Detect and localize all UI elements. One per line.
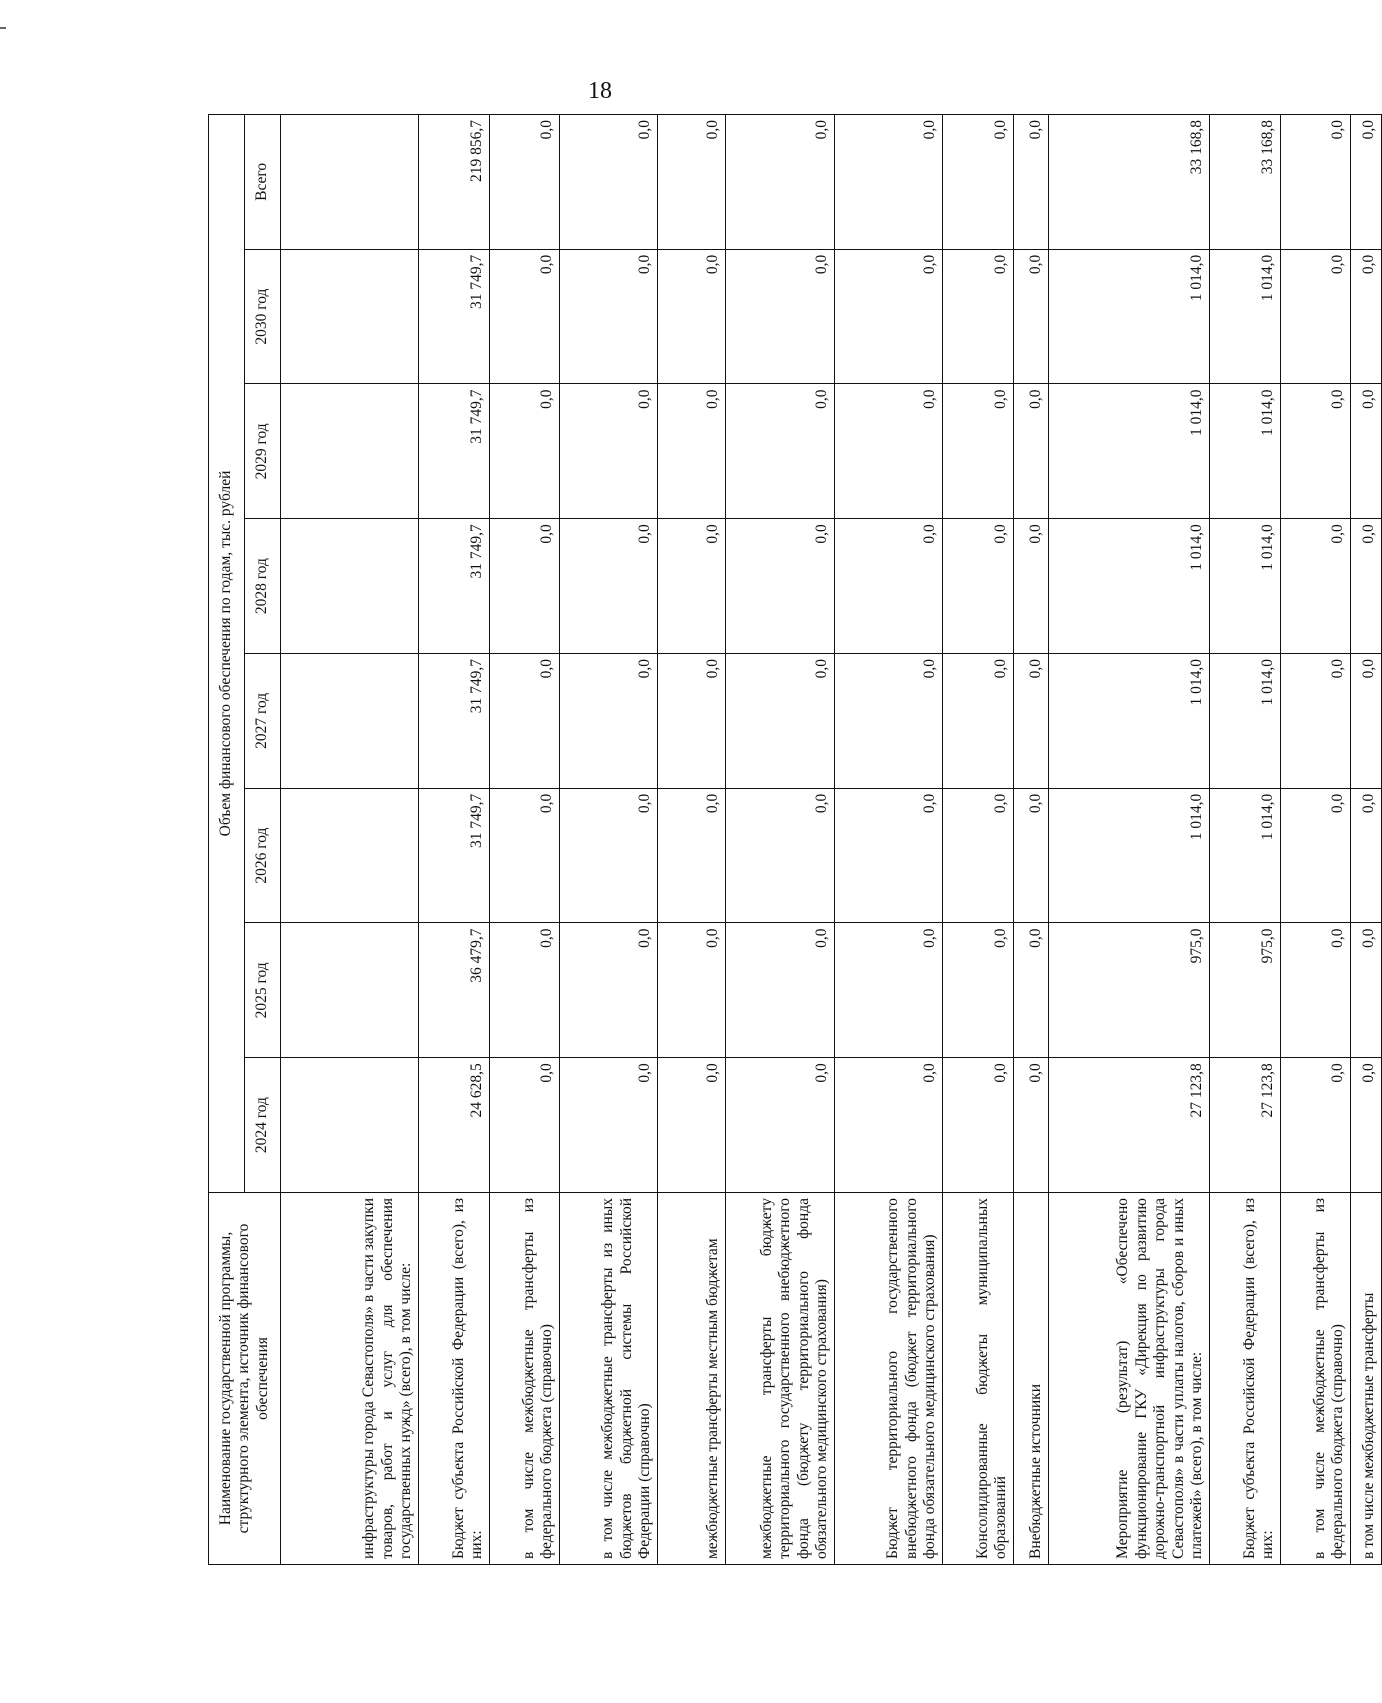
row-value-cell: 0,0 [835, 923, 943, 1058]
row-total-cell: 33 168,8 [1210, 115, 1281, 250]
row-value-cell: 1 014,0 [1049, 654, 1210, 789]
row-value-cell: 0,0 [835, 519, 943, 654]
row-value-cell: 0,0 [1014, 384, 1049, 519]
row-value-cell: 0,0 [943, 249, 1014, 384]
row-total-cell: 0,0 [490, 115, 560, 250]
row-value-cell: 0,0 [560, 923, 658, 1058]
row-value-cell: 36 479,7 [419, 923, 490, 1058]
row-value-cell: 0,0 [1351, 788, 1382, 923]
row-value-cell: 0,0 [1014, 1058, 1049, 1193]
row-value-cell: 31 749,7 [419, 249, 490, 384]
row-value-cell [281, 249, 419, 384]
row-value-cell: 1 014,0 [1049, 249, 1210, 384]
row-value-cell: 0,0 [726, 519, 835, 654]
table-row [419, 115, 490, 1565]
table-row [835, 115, 943, 1565]
header-year: 2025 год [245, 923, 281, 1058]
row-value-cell: 1 014,0 [1210, 788, 1281, 923]
row-value-cell: 0,0 [658, 1058, 726, 1193]
rotated-table-container [208, 115, 1378, 1565]
row-value-cell: 0,0 [726, 788, 835, 923]
row-total-cell: 0,0 [1281, 115, 1351, 250]
row-value-cell: 24 628,5 [419, 1058, 490, 1193]
row-value-cell: 0,0 [490, 923, 560, 1058]
scan-mark [0, 27, 6, 29]
header-total: Всего [245, 115, 281, 250]
row-value-cell: 0,0 [943, 654, 1014, 789]
row-value-cell: 0,0 [1351, 654, 1382, 789]
row-value-cell: 0,0 [560, 654, 658, 789]
header-year: 2029 год [245, 384, 281, 519]
row-value-cell: 0,0 [1351, 923, 1382, 1058]
table-row [1014, 115, 1049, 1565]
row-value-cell: 0,0 [726, 249, 835, 384]
row-total-cell: 0,0 [943, 115, 1014, 250]
table-row [1210, 115, 1281, 1565]
row-value-cell: 0,0 [1281, 384, 1351, 519]
row-name-cell: в том числе межбюджетные трансферты из иных бюджетов бюджетной системы Российской Федерации (справочно) [560, 1193, 658, 1565]
row-value-cell: 0,0 [726, 923, 835, 1058]
header-year: 2026 год [245, 788, 281, 923]
header-volume-group: Объем финансового обеспечения по годам, тыс. рублей [209, 115, 245, 1193]
row-value-cell: 0,0 [835, 654, 943, 789]
table-row [943, 115, 1014, 1565]
row-name-cell: в том числе межбюджетные трансферты из федерального бюджета (справочно) [490, 1193, 560, 1565]
row-value-cell: 0,0 [1281, 654, 1351, 789]
row-value-cell: 1 014,0 [1210, 519, 1281, 654]
row-value-cell: 0,0 [1014, 788, 1049, 923]
row-name-cell: Бюджет субъекта Российской Федерации (всего), из них: [1210, 1193, 1281, 1565]
row-value-cell: 1 014,0 [1049, 384, 1210, 519]
row-total-cell [281, 115, 419, 250]
row-value-cell [281, 384, 419, 519]
row-value-cell [281, 654, 419, 789]
row-value-cell: 0,0 [560, 788, 658, 923]
row-value-cell: 0,0 [1281, 788, 1351, 923]
table-row [560, 115, 658, 1565]
table-row [1281, 115, 1351, 1565]
row-value-cell: 0,0 [490, 519, 560, 654]
row-value-cell: 0,0 [943, 384, 1014, 519]
row-value-cell: 0,0 [1351, 249, 1382, 384]
row-value-cell: 0,0 [1014, 923, 1049, 1058]
row-total-cell: 0,0 [1014, 115, 1049, 250]
row-value-cell: 0,0 [1281, 249, 1351, 384]
header-year: 2024 год [245, 1058, 281, 1193]
row-name-cell: Бюджет территориального государственного внебюджетного фонда (бюджет территориального фонда обязательного медицинского страхования) [835, 1193, 943, 1565]
row-value-cell: 1 014,0 [1049, 788, 1210, 923]
row-value-cell: 0,0 [726, 1058, 835, 1193]
row-value-cell: 0,0 [490, 654, 560, 789]
row-value-cell: 0,0 [658, 384, 726, 519]
row-value-cell: 0,0 [1351, 384, 1382, 519]
row-value-cell: 1 014,0 [1210, 654, 1281, 789]
row-value-cell: 0,0 [658, 923, 726, 1058]
row-value-cell: 1 014,0 [1049, 519, 1210, 654]
row-value-cell: 0,0 [943, 1058, 1014, 1193]
row-value-cell: 31 749,7 [419, 788, 490, 923]
row-value-cell: 0,0 [835, 384, 943, 519]
row-total-cell: 0,0 [726, 115, 835, 250]
row-value-cell: 975,0 [1210, 923, 1281, 1058]
row-value-cell: 27 123,8 [1210, 1058, 1281, 1193]
row-value-cell: 0,0 [1014, 249, 1049, 384]
row-value-cell: 1 014,0 [1210, 249, 1281, 384]
row-value-cell: 0,0 [1351, 1058, 1382, 1193]
row-value-cell [281, 788, 419, 923]
row-total-cell: 219 856,7 [419, 115, 490, 250]
table-body [281, 115, 1382, 1565]
row-value-cell: 0,0 [560, 519, 658, 654]
row-total-cell: 33 168,8 [1049, 115, 1210, 250]
row-value-cell: 0,0 [1351, 519, 1382, 654]
row-value-cell: 0,0 [490, 249, 560, 384]
row-total-cell: 0,0 [1351, 115, 1382, 250]
header-year: 2030 год [245, 249, 281, 384]
row-value-cell: 0,0 [835, 249, 943, 384]
page-number: 18 [588, 78, 612, 104]
financing-table [208, 114, 1382, 1565]
rotated-table-area [208, 115, 1378, 1565]
row-value-cell: 0,0 [1281, 519, 1351, 654]
table-row [281, 115, 419, 1565]
row-value-cell: 0,0 [835, 1058, 943, 1193]
row-value-cell: 0,0 [1281, 1058, 1351, 1193]
table-row [658, 115, 726, 1565]
row-value-cell: 0,0 [658, 788, 726, 923]
row-name-cell: в том числе межбюджетные трансферты из федерального бюджета (справочно) [1281, 1193, 1351, 1565]
row-value-cell: 0,0 [835, 788, 943, 923]
row-value-cell: 0,0 [658, 249, 726, 384]
row-value-cell: 31 749,7 [419, 654, 490, 789]
row-value-cell: 31 749,7 [419, 519, 490, 654]
header-year: 2028 год [245, 519, 281, 654]
row-value-cell: 31 749,7 [419, 384, 490, 519]
row-total-cell: 0,0 [835, 115, 943, 250]
header-row-group [209, 115, 245, 1565]
row-name-cell: межбюджетные трансферты местным бюджетам [658, 1193, 726, 1565]
row-value-cell: 0,0 [1014, 519, 1049, 654]
row-name-cell: Внебюджетные источники [1014, 1193, 1049, 1565]
row-name-cell: Мероприятие (результат) «Обеспечено функционирование ГКУ «Дирекция по развитию дорожно-транспортной инфраструктуры города Севастополя» в части уплаты налогов, сборов и иных платежей» (всего), в том числе: [1049, 1193, 1210, 1565]
row-name-cell: межбюджетные трансферты бюджету территориального государственного внебюджетного фонда (бюджету территориального фонда обязательного медицинского страхования) [726, 1193, 835, 1565]
header-name-column: Наименование государственной программы, структурного элемента, источник финансового обеспечения [209, 1193, 281, 1565]
row-value-cell [281, 519, 419, 654]
row-name-cell: Консолидированные бюджеты муниципальных образований [943, 1193, 1014, 1565]
row-name-cell: инфраструктуры города Севастополя» в части закупки товаров, работ и услуг для обеспечения государственных нужд» (всего), в том числе: [281, 1193, 419, 1565]
row-value-cell: 975,0 [1049, 923, 1210, 1058]
row-value-cell: 0,0 [943, 923, 1014, 1058]
row-value-cell: 0,0 [560, 1058, 658, 1193]
row-value-cell: 0,0 [658, 519, 726, 654]
row-value-cell: 0,0 [943, 788, 1014, 923]
row-value-cell: 0,0 [490, 1058, 560, 1193]
table-row [1351, 115, 1382, 1565]
row-value-cell: 0,0 [658, 654, 726, 789]
row-name-cell: в том числе межбюджетные трансферты [1351, 1193, 1382, 1565]
row-name-cell: Бюджет субъекта Российской Федерации (всего), из них: [419, 1193, 490, 1565]
header-year: 2027 год [245, 654, 281, 789]
row-value-cell: 0,0 [726, 654, 835, 789]
row-value-cell: 0,0 [490, 384, 560, 519]
row-value-cell: 0,0 [1014, 654, 1049, 789]
row-total-cell: 0,0 [560, 115, 658, 250]
row-value-cell: 1 014,0 [1210, 384, 1281, 519]
table-row [726, 115, 835, 1565]
row-value-cell: 27 123,8 [1049, 1058, 1210, 1193]
table-row [1049, 115, 1210, 1565]
row-value-cell: 0,0 [1281, 923, 1351, 1058]
row-value-cell [281, 923, 419, 1058]
row-total-cell: 0,0 [658, 115, 726, 250]
row-value-cell: 0,0 [560, 384, 658, 519]
row-value-cell [281, 1058, 419, 1193]
row-value-cell: 0,0 [490, 788, 560, 923]
row-value-cell: 0,0 [943, 519, 1014, 654]
row-value-cell: 0,0 [726, 384, 835, 519]
table-row [490, 115, 560, 1565]
row-value-cell: 0,0 [560, 249, 658, 384]
